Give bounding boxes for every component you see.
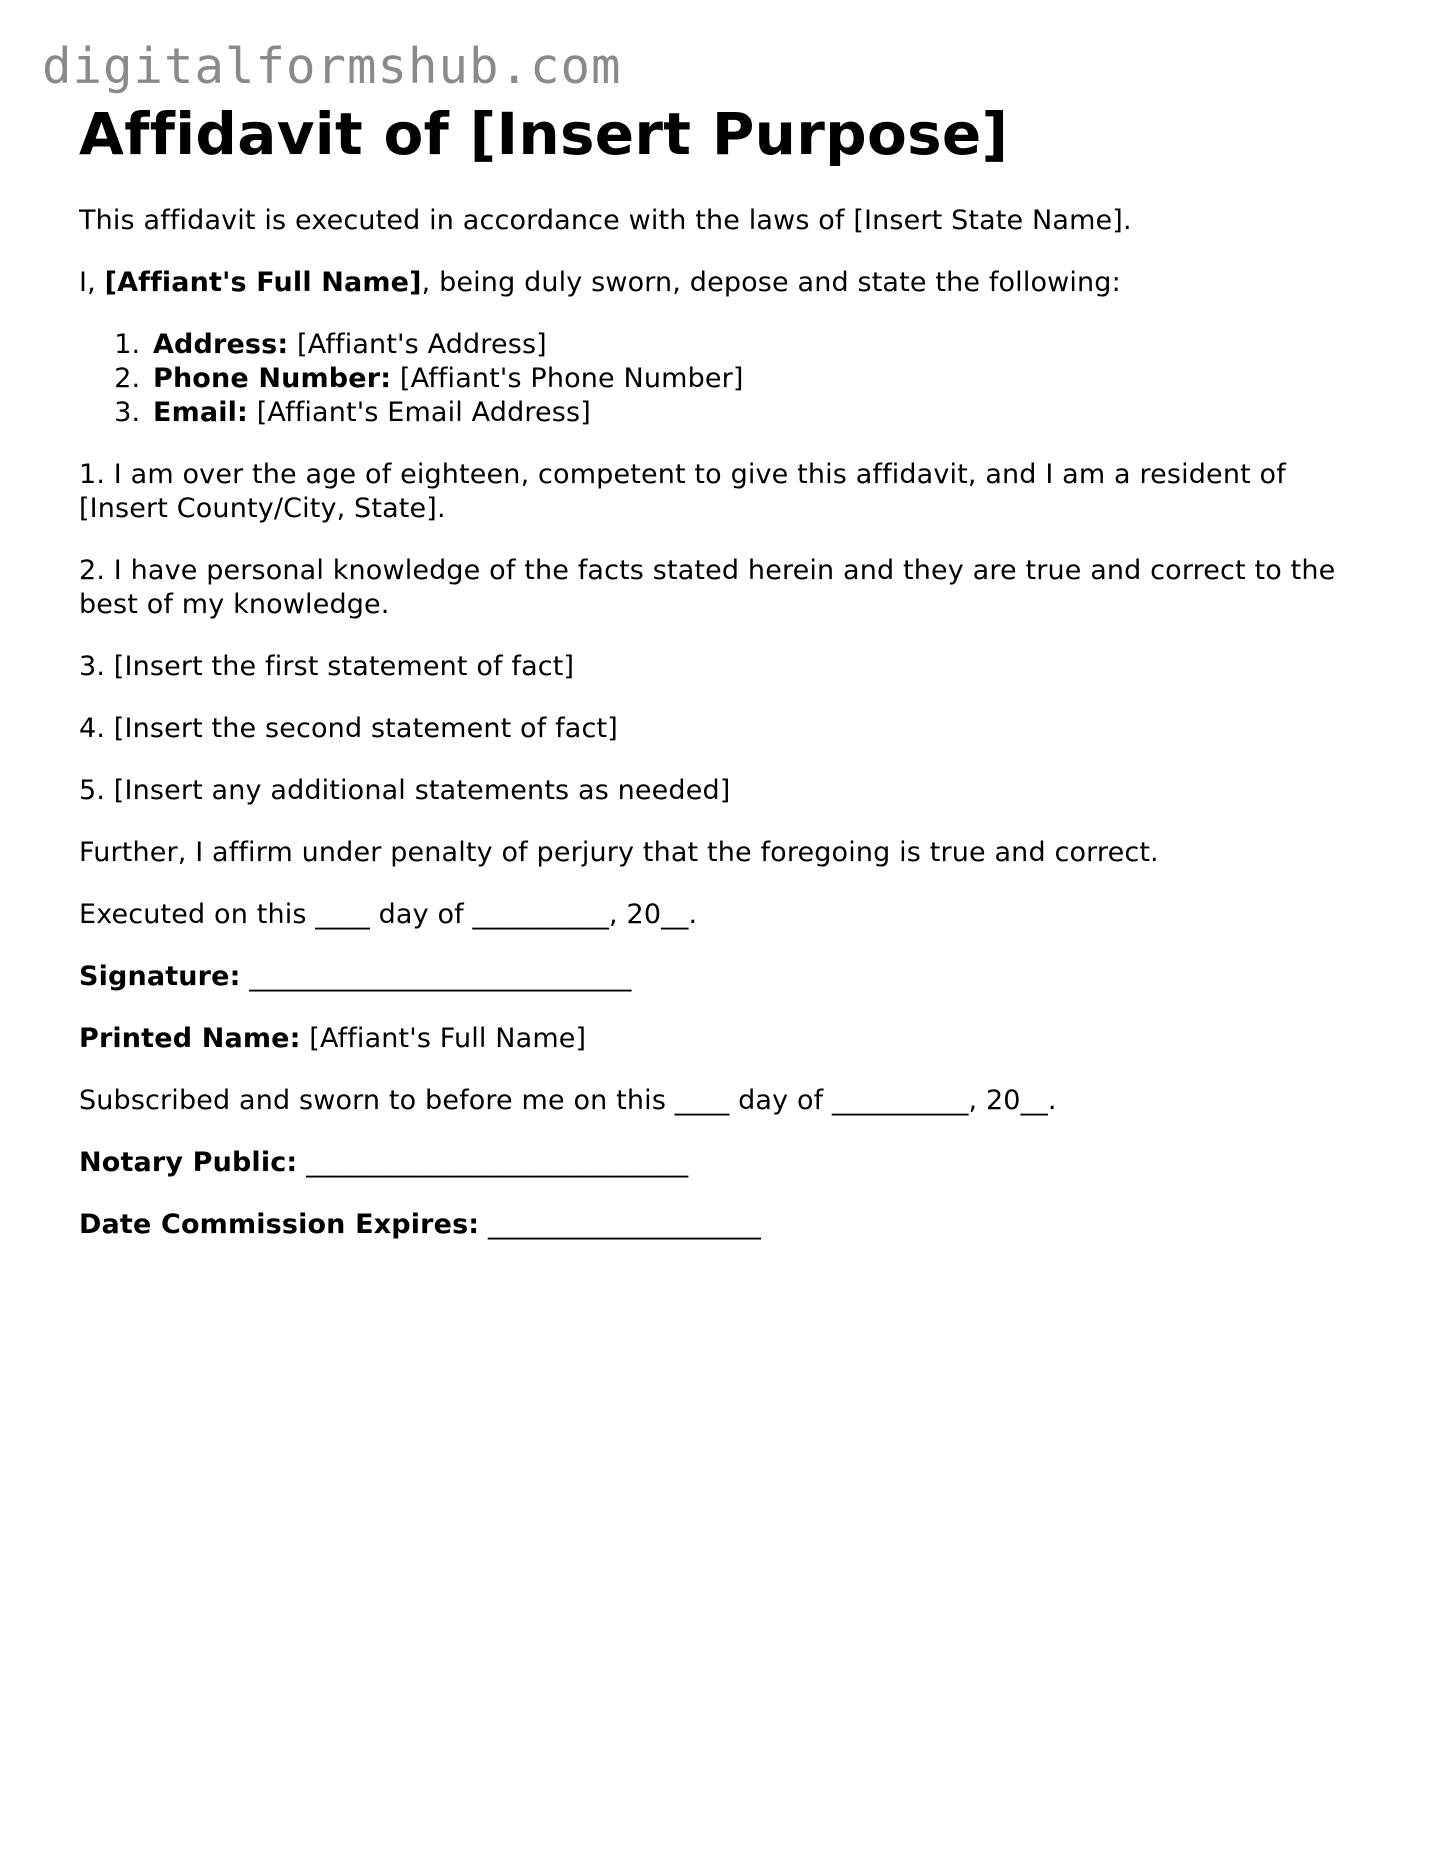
subscribed-line: Subscribed and sworn to before me on this ____ day of __________, 20__.: [79, 1084, 1057, 1116]
affiant-intro: [79, 266, 1359, 300]
contact-value: [Affiant's Address]: [288, 328, 547, 360]
contact-label: Phone Number:: [153, 362, 392, 394]
printed-name-value: [Affiant's Full Name]: [300, 1022, 587, 1054]
signature-line: [79, 960, 1359, 994]
printed-name-line: [79, 1022, 1359, 1056]
signature-label: Signature:: [79, 960, 241, 992]
contact-item-address: [149, 328, 1359, 362]
affidavit-document: [79, 100, 1359, 1270]
affirmation: Further, I affirm under penalty of perjury that the foregoing is true and correct.: [79, 836, 1159, 868]
statement-1: 1. I am over the age of eighteen, competent to give this affidavit, and I am a resident of [Insert County/City, State].: [79, 458, 1286, 524]
contact-label: Address:: [153, 328, 289, 360]
intro-paragraph: This affidavit is executed in accordance with the laws of [Insert State Name].: [79, 204, 1132, 236]
contact-label: Email:: [153, 396, 249, 428]
statement-3: 3. [Insert the first statement of fact]: [79, 650, 575, 682]
affiant-intro-prefix: I,: [79, 266, 105, 298]
affiant-intro-suffix: , being duly sworn, depose and state the following:: [421, 266, 1121, 298]
statement-5: 5. [Insert any additional statements as needed]: [79, 774, 731, 806]
statement-2: 2. I have personal knowledge of the facts stated herein and they are true and correct to the best of my knowledge.: [79, 554, 1336, 620]
signature-blank: ____________________________: [240, 960, 632, 992]
watermark: digitalformshub.com: [42, 38, 622, 95]
executed-date-line: Executed on this ____ day of __________, 20__.: [79, 898, 698, 930]
contact-item-phone: [149, 362, 1359, 396]
contact-item-email: [149, 396, 1359, 430]
statement-4: 4. [Insert the second statement of fact]: [79, 712, 618, 744]
contact-value: [Affiant's Phone Number]: [391, 362, 744, 394]
affiant-name-placeholder: [Affiant's Full Name]: [104, 266, 422, 298]
notary-label: Notary Public:: [79, 1146, 298, 1178]
notary-blank: ____________________________: [297, 1146, 689, 1178]
commission-line: [79, 1208, 1359, 1242]
commission-blank: ____________________: [479, 1208, 761, 1240]
commission-label: Date Commission Expires:: [79, 1208, 480, 1240]
document-title: Affidavit of [Insert Purpose]: [79, 100, 1009, 168]
contact-value: [Affiant's Email Address]: [248, 396, 591, 428]
printed-name-label: Printed Name:: [79, 1022, 301, 1054]
contact-list: [79, 328, 1359, 430]
notary-line: [79, 1146, 1359, 1180]
